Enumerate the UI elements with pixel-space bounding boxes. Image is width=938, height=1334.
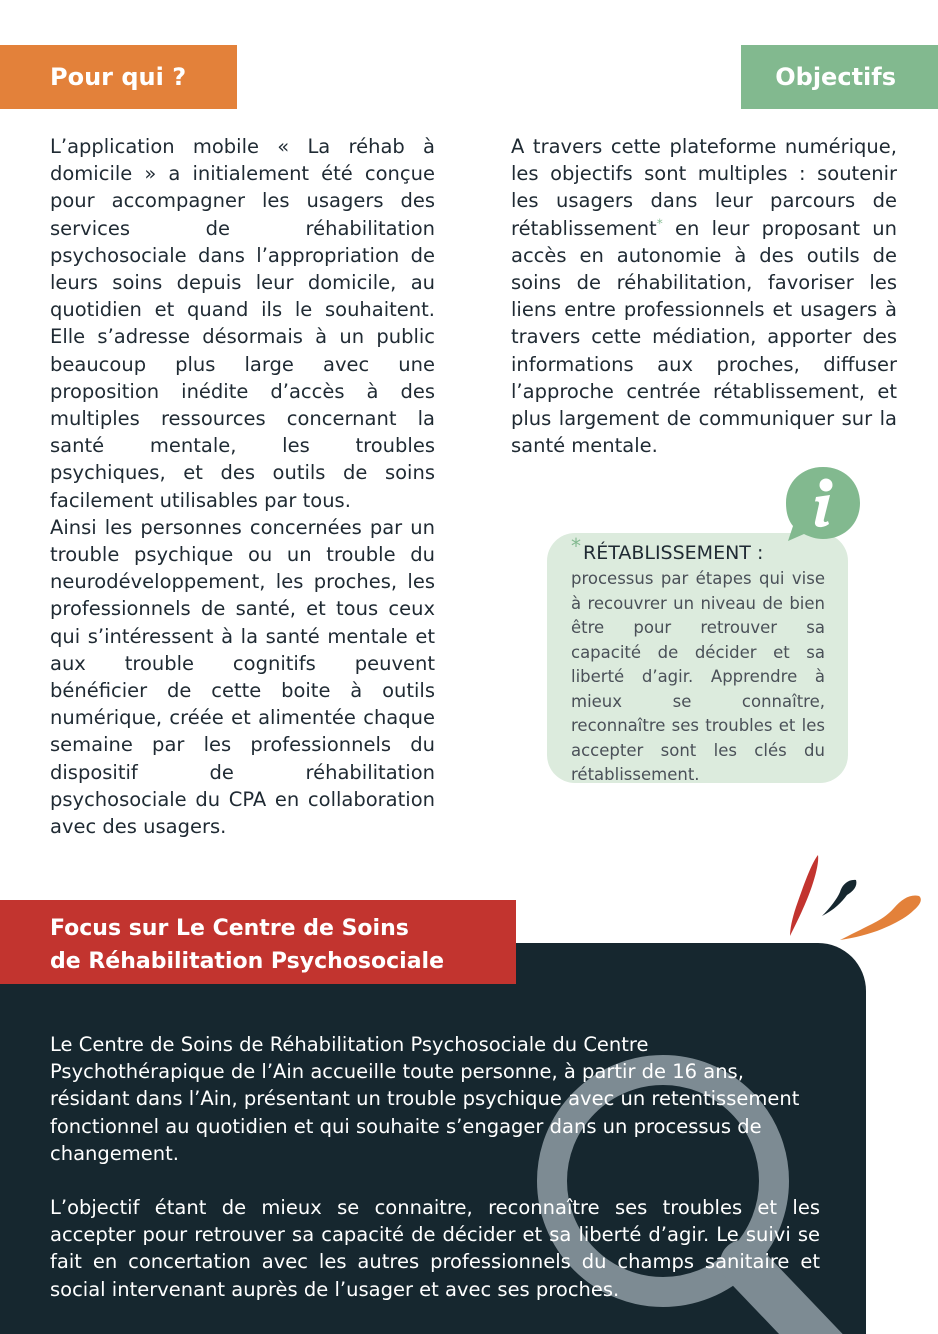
objectifs-heading <box>741 45 938 109</box>
info-asterisk: * <box>571 534 581 558</box>
focus-paragraph-1: Le Centre de Soins de Réhabilitation Psychosociale du Centre Psychothérapique de l’Ain accueille toute personne, à partir de 16 ans, résidant dans l’Ain, présentant un trouble psychique avec un retentissement fonctionnel au quotidien et qui souhaite s’engager dans un processus de changement. <box>50 1033 800 1165</box>
info-box-definition: processus par étapes qui vise à recouvrer un niveau de bien être pour retrouver sa capacité de décider et sa liberté d’agir. Apprendre à mieux se connaître, reconnaître ses troubles et les accepter sont les clés du rétablissement. <box>571 569 825 784</box>
decorative-brush-strokes <box>782 852 927 952</box>
objectifs-text <box>511 133 897 459</box>
info-box-title <box>571 534 764 564</box>
pour-qui-text <box>50 133 435 840</box>
info-icon <box>782 463 864 545</box>
objectifs-title: Objectifs <box>775 63 896 91</box>
pour-qui-heading <box>0 45 237 109</box>
footnote-mark: * <box>656 216 663 231</box>
info-term-suffix: : <box>750 542 764 564</box>
focus-title-line-2: de Réhabilitation Psychosociale <box>50 949 445 974</box>
pour-qui-paragraph-2: Ainsi les personnes concernées par un trouble psychique ou un trouble du neurodéveloppement, les proches, les professionnels de santé, et tous ceux qui s’intéressent à la santé mentale et aux trouble cognitifs peuvent bénéficier de cette boite à outils numérique, créée et alimentée chaque semaine par les professionnels du dispositif de réhabilitation psychosociale du CPA en collaboration avec des usagers. <box>50 515 435 839</box>
pour-qui-paragraph-1: L’application mobile « La réhab à domicile » a initialement été conçue pour accompagner les usagers des services de réhabilitation psychosociale dans l’appropriation de leurs soins depuis leur domicile, au quotidien et quand ils le souhaitent. Elle s’adresse désormais à un public beaucoup plus large avec une proposition inédite d’accès à des multiples ressources concernant la santé mentale, les troubles psychiques, et des outils de soins facilement utilisables par tous. <box>50 135 435 512</box>
objectifs-text-part-2: en leur proposant un accès en autonomie à des outils de soins de réhabilitation, favoriser les liens entre professionnels et usagers à travers cette médiation, apporter des informations aux proches, diffuser l’approche centrée rétablissement, et plus largement de communiquer sur la santé mentale. <box>511 216 897 458</box>
info-term: RÉTABLISSEMENT <box>583 542 751 564</box>
focus-heading <box>0 900 516 984</box>
objectifs-paragraph <box>511 133 897 459</box>
objectifs-text-part-1: A travers cette plateforme numérique, les objectifs sont multiples : soutenir les usagers dans leur parcours de rétablissement <box>511 135 897 240</box>
focus-title-line-1: Focus sur Le Centre de Soins <box>50 916 409 941</box>
focus-paragraph-2: L’objectif étant de mieux se connaitre, reconnaître ses troubles et les accepter pour retrouver sa capacité de décider et sa liberté d’agir. Le suivi se fait en concertation avec les autres professionnels du champs sanitaire et social intervenant auprès de l’usager et avec ses proches. <box>50 1196 820 1301</box>
focus-text <box>50 1031 820 1303</box>
pour-qui-title: Pour qui ? <box>50 63 187 91</box>
